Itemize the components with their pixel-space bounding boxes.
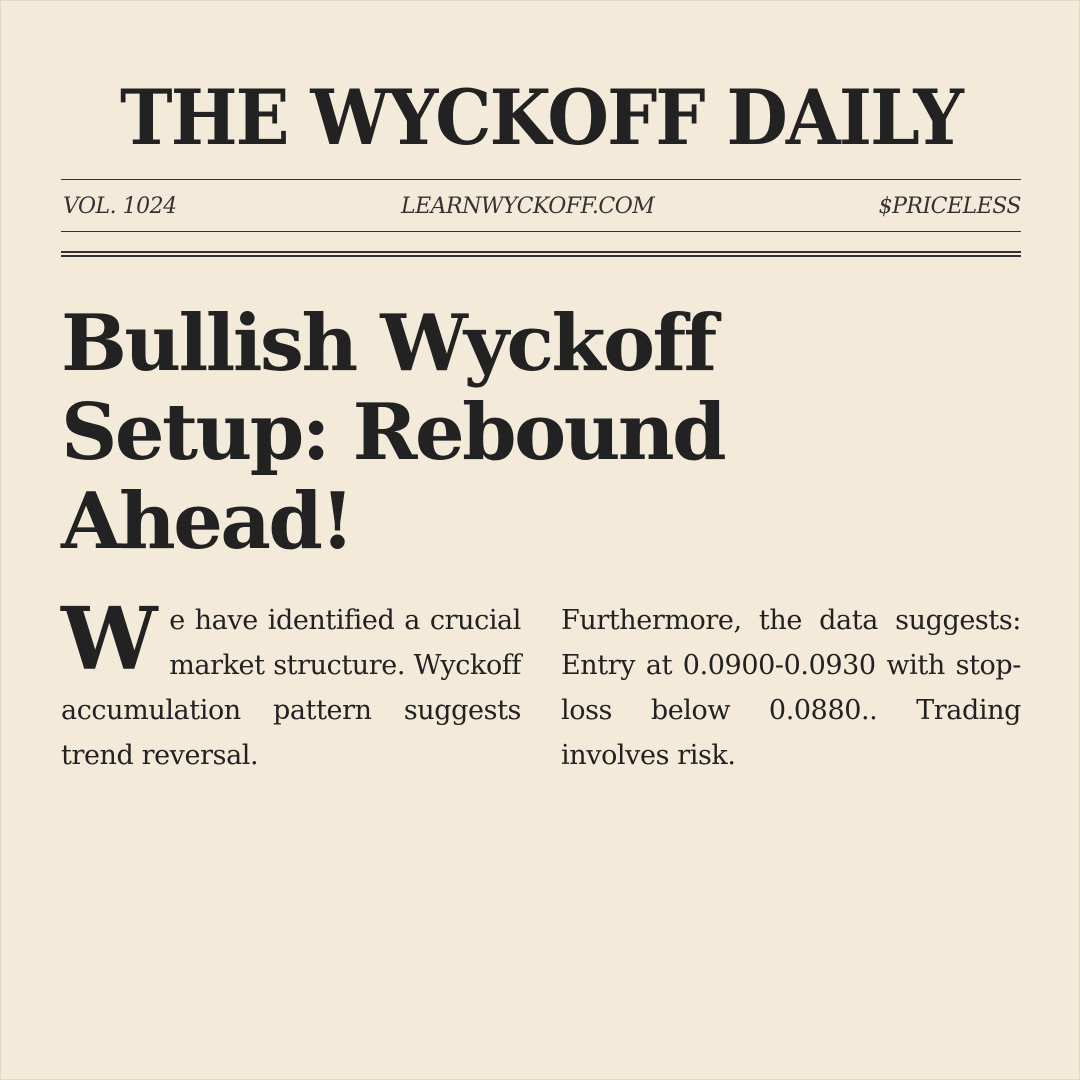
article-headline: Bullish Wyckoff Setup: Rebound Ahead! <box>61 298 725 567</box>
article-column-left <box>61 589 521 778</box>
article-column-right <box>561 598 1021 778</box>
double-rule-lower <box>61 255 1021 257</box>
masthead-title: THE WYCKOFF DAILY <box>120 73 962 162</box>
masthead-meta-row <box>63 189 1021 223</box>
column-left-text: e have identified a crucial market structure. Wyckoff accumulation pattern suggests trend reversal. <box>61 605 521 771</box>
website-label: LEARNWYCKOFF.COM <box>400 193 655 219</box>
volume-label: VOL. 1024 <box>63 193 177 219</box>
drop-cap-letter: W <box>61 589 158 690</box>
price-label: $PRICELESS <box>878 193 1021 219</box>
masthead-top-rule <box>61 179 1021 180</box>
masthead-bottom-rule <box>61 231 1021 232</box>
double-rule-upper <box>61 251 1021 253</box>
column-right-text: Furthermore, the data suggests: Entry at 0.0900-0.0930 with stop-loss below 0.0880.. Trading involves risk. <box>561 605 1021 771</box>
